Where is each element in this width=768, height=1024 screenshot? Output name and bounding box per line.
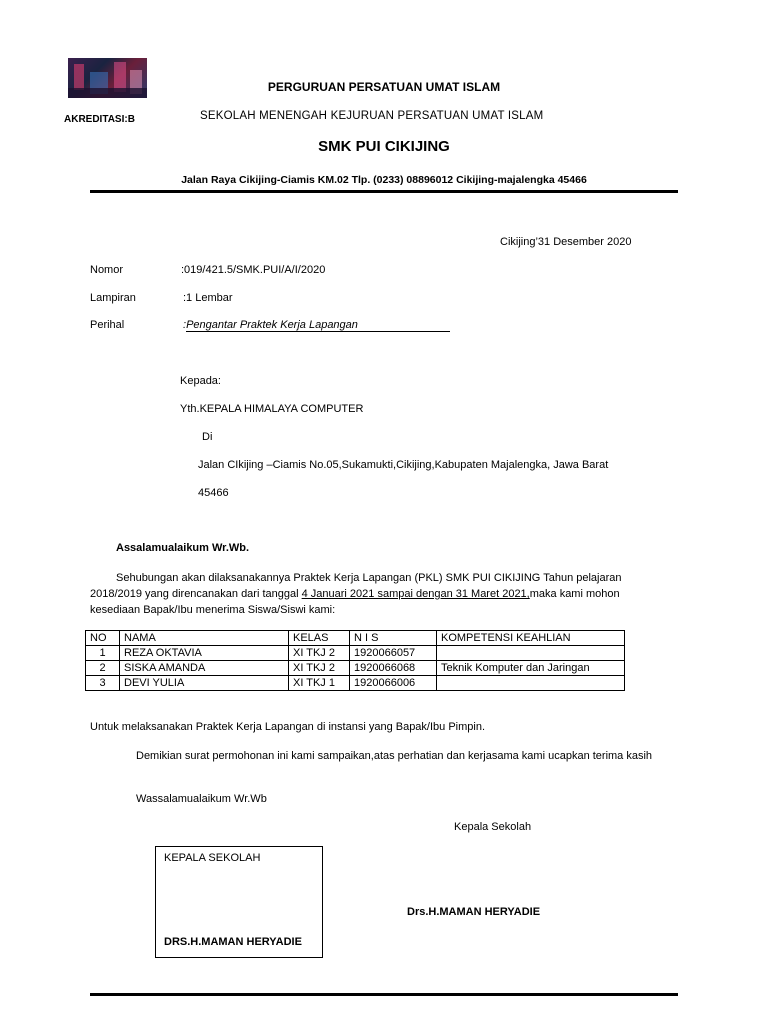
signature-box-name: DRS.H.MAMAN HERYADIE	[164, 936, 302, 948]
table-row	[86, 676, 625, 691]
signer-name: Drs.H.MAMAN HERYADIE	[407, 906, 541, 918]
table-cell	[437, 676, 625, 691]
table-header: KELAS	[289, 631, 350, 646]
recipient-name: Yth.KEPALA HIMALAYA COMPUTER	[180, 403, 364, 415]
lampiran-label: Lampiran	[90, 292, 136, 304]
signer-title: Kepala Sekolah	[454, 821, 532, 833]
table-cell: Teknik Komputer dan Jaringan	[437, 661, 625, 676]
perihal-value: :Pengantar Praktek Kerja Lapangan	[183, 319, 358, 331]
lampiran-value: :1 Lembar	[183, 292, 233, 304]
student-table	[85, 630, 625, 691]
table-cell: XI TKJ 2	[289, 646, 350, 661]
org-title: PERGURUAN PERSATUAN UMAT ISLAM	[267, 80, 501, 94]
perihal-label: Perihal	[90, 319, 125, 331]
recipient-address: Jalan CIkijing –Ciamis No.05,Sukamukti,Cikijing,Kabupaten Majalengka, Jawa Barat	[198, 459, 609, 471]
signature-box-title: KEPALA SEKOLAH	[164, 852, 261, 864]
nomor-label: Nomor	[90, 264, 124, 276]
table-cell: 1	[86, 646, 120, 661]
table-header: KOMPETENSI KEAHLIAN	[437, 631, 625, 646]
table-cell: XI TKJ 1	[289, 676, 350, 691]
table-cell	[437, 646, 625, 661]
school-address: Jalan Raya Cikijing-Ciamis KM.02 Tlp. (0233) 08896012 Cikijing-majalengka 45466	[181, 174, 587, 186]
body-paragraph-3: Demikian surat permohonan ini kami sampaikan,atas perhatian dan kerjasama kami ucapkan terima kasih	[136, 750, 653, 762]
table-cell: 1920066068	[350, 661, 437, 676]
table-header: N I S	[350, 631, 437, 646]
table-row	[86, 661, 625, 676]
recipient-postcode: 45466	[198, 487, 229, 499]
body-paragraph-2: Untuk melaksanakan Praktek Kerja Lapangan di instansi yang Bapak/Ibu Pimpin.	[90, 721, 486, 733]
perihal-underline	[186, 331, 450, 332]
table-cell: SISKA AMANDA	[120, 661, 289, 676]
table-cell: 3	[86, 676, 120, 691]
table-cell: XI TKJ 2	[289, 661, 350, 676]
closing-greeting: Wassalamualaikum Wr.Wb	[136, 793, 267, 805]
kepada-label: Kepada:	[180, 375, 221, 387]
footer-divider	[90, 993, 678, 996]
header-divider	[90, 190, 678, 193]
table-cell: 2	[86, 661, 120, 676]
table-header: NAMA	[120, 631, 289, 646]
table-cell: REZA OKTAVIA	[120, 646, 289, 661]
table-header: NO	[86, 631, 120, 646]
table-header-row	[86, 631, 625, 646]
greeting: Assalamualaikum Wr.Wb.	[116, 542, 250, 554]
table-cell: DEVI YULIA	[120, 676, 289, 691]
body-paragraph-1: Sehubungan akan dilaksanakannya Praktek Kerja Lapangan (PKL) SMK PUI CIKIJING Tahun pelajaran 2018/2019 yang direncanakan dari tanggal 4 Januari 2021 sampai dengan 31 Maret 2021,maka kami mohon kesediaan Bapak/Ibu menerima Siswa/Siswi kami:	[90, 572, 622, 616]
table-cell: 1920066006	[350, 676, 437, 691]
letter-date: Cikijing’31 Desember 2020	[500, 236, 632, 248]
table-row	[86, 646, 625, 661]
table-cell: 1920066057	[350, 646, 437, 661]
nomor-value: :019/421.5/SMK.PUI/A/I/2020	[181, 264, 326, 276]
school-name: SMK PUI CIKIJING	[318, 138, 450, 155]
accreditation-label: AKREDITASI:B	[64, 114, 135, 125]
di-label: Di	[202, 431, 213, 443]
school-full-name: SEKOLAH MENENGAH KEJURUAN PERSATUAN UMAT ISLAM	[200, 110, 544, 122]
